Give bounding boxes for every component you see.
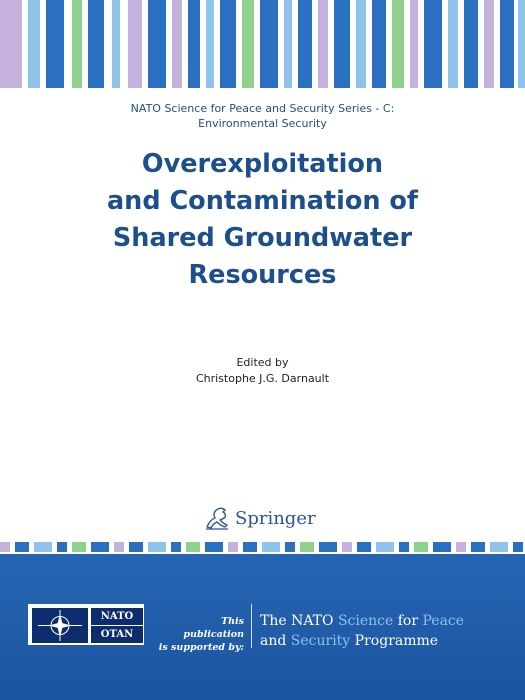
stripe-bar bbox=[114, 542, 124, 552]
supported-by-text bbox=[158, 615, 244, 654]
stripe-bar bbox=[242, 0, 254, 88]
stripe-bar bbox=[298, 0, 312, 88]
stripe-bar bbox=[72, 0, 82, 88]
stripe-bar bbox=[243, 542, 257, 552]
stripe-bar bbox=[300, 542, 314, 552]
nato-otan-logo bbox=[28, 604, 144, 645]
stripe-bar bbox=[148, 542, 166, 552]
stripe-bar bbox=[318, 0, 328, 88]
series-line-1: NATO Science for Peace and Security Series - C: bbox=[130, 102, 395, 115]
title-line-3: Shared Groundwater bbox=[112, 223, 413, 253]
stripe-bar bbox=[372, 0, 386, 88]
nato-compass-star-icon bbox=[32, 608, 88, 643]
stripe-bar bbox=[0, 542, 10, 552]
programme-word-security: Security bbox=[290, 633, 351, 649]
stripe-bar bbox=[88, 0, 104, 88]
supported-line-1: This publication bbox=[183, 616, 244, 640]
edited-by-label: Edited by bbox=[236, 356, 289, 369]
stripe-bar bbox=[0, 0, 22, 88]
stripe-bar bbox=[433, 542, 451, 552]
stripe-bar bbox=[91, 542, 109, 552]
stripe-bar bbox=[410, 0, 418, 88]
title-line-2: and Contamination of bbox=[106, 186, 419, 216]
stripe-bar bbox=[128, 0, 142, 88]
stripe-bar bbox=[262, 542, 280, 552]
stripe-bar bbox=[399, 542, 409, 552]
bottom-decorative-stripes bbox=[0, 542, 525, 552]
stripe-bar bbox=[376, 542, 394, 552]
series-line-2: Environmental Security bbox=[198, 117, 327, 130]
programme-line-2 bbox=[260, 631, 520, 651]
stripe-bar bbox=[513, 542, 523, 552]
footer-divider bbox=[251, 604, 252, 648]
programme-part-5: and bbox=[260, 633, 291, 649]
top-decorative-stripes bbox=[0, 0, 525, 88]
series-name bbox=[0, 101, 525, 131]
stripe-bar bbox=[188, 0, 200, 88]
stripe-bar bbox=[424, 0, 442, 88]
otan-text: OTAN bbox=[91, 626, 143, 643]
programme-part-1: The NATO bbox=[260, 613, 338, 629]
stripe-bar bbox=[186, 542, 200, 552]
title-line-4: Resources bbox=[188, 260, 337, 290]
stripe-bar bbox=[15, 542, 29, 552]
springer-logo bbox=[203, 505, 316, 531]
programme-part-3: for bbox=[393, 613, 423, 629]
stripe-bar bbox=[392, 0, 404, 88]
nato-text: NATO bbox=[91, 608, 143, 625]
stripe-bar bbox=[484, 0, 494, 88]
stripe-bar bbox=[112, 0, 120, 88]
stripe-bar bbox=[500, 0, 514, 88]
stripe-bar bbox=[28, 0, 40, 88]
stripe-bar bbox=[57, 542, 67, 552]
stripe-bar bbox=[284, 0, 292, 88]
stripe-bar bbox=[34, 542, 52, 552]
publisher-name: Springer bbox=[235, 507, 316, 529]
stripe-bar bbox=[448, 0, 458, 88]
stripe-bar bbox=[172, 0, 182, 88]
stripe-bar bbox=[471, 542, 485, 552]
stripe-bar bbox=[285, 542, 295, 552]
stripe-bar bbox=[334, 0, 350, 88]
stripe-bar bbox=[356, 0, 366, 88]
stripe-bar bbox=[357, 542, 371, 552]
stripe-bar bbox=[490, 542, 508, 552]
stripe-bar bbox=[228, 542, 238, 552]
stripe-bar bbox=[206, 0, 214, 88]
stripe-bar bbox=[72, 542, 86, 552]
stripe-bar bbox=[220, 0, 236, 88]
stripe-bar bbox=[171, 542, 181, 552]
nato-programme-name bbox=[260, 611, 520, 651]
title-line-1: Overexploitation bbox=[141, 149, 384, 179]
programme-part-7: Programme bbox=[350, 633, 439, 649]
programme-word-science: Science bbox=[337, 613, 394, 629]
programme-word-peace: Peace bbox=[422, 613, 465, 629]
stripe-bar bbox=[464, 0, 478, 88]
stripe-bar bbox=[342, 542, 352, 552]
stripe-bar bbox=[518, 0, 525, 88]
nato-emblem-panel bbox=[32, 608, 88, 643]
stripe-bar bbox=[148, 0, 166, 88]
stripe-bar bbox=[46, 0, 64, 88]
programme-line-1 bbox=[260, 611, 520, 631]
stripe-bar bbox=[456, 542, 466, 552]
stripe-bar bbox=[260, 0, 278, 88]
editor-name: Christophe J.G. Darnault bbox=[195, 372, 330, 385]
springer-horse-icon bbox=[203, 505, 231, 531]
stripe-bar bbox=[129, 542, 143, 552]
supported-line-2: is supported by: bbox=[158, 642, 244, 653]
book-title bbox=[0, 146, 525, 294]
stripe-bar bbox=[205, 542, 223, 552]
stripe-bar bbox=[414, 542, 428, 552]
stripe-bar bbox=[319, 542, 337, 552]
